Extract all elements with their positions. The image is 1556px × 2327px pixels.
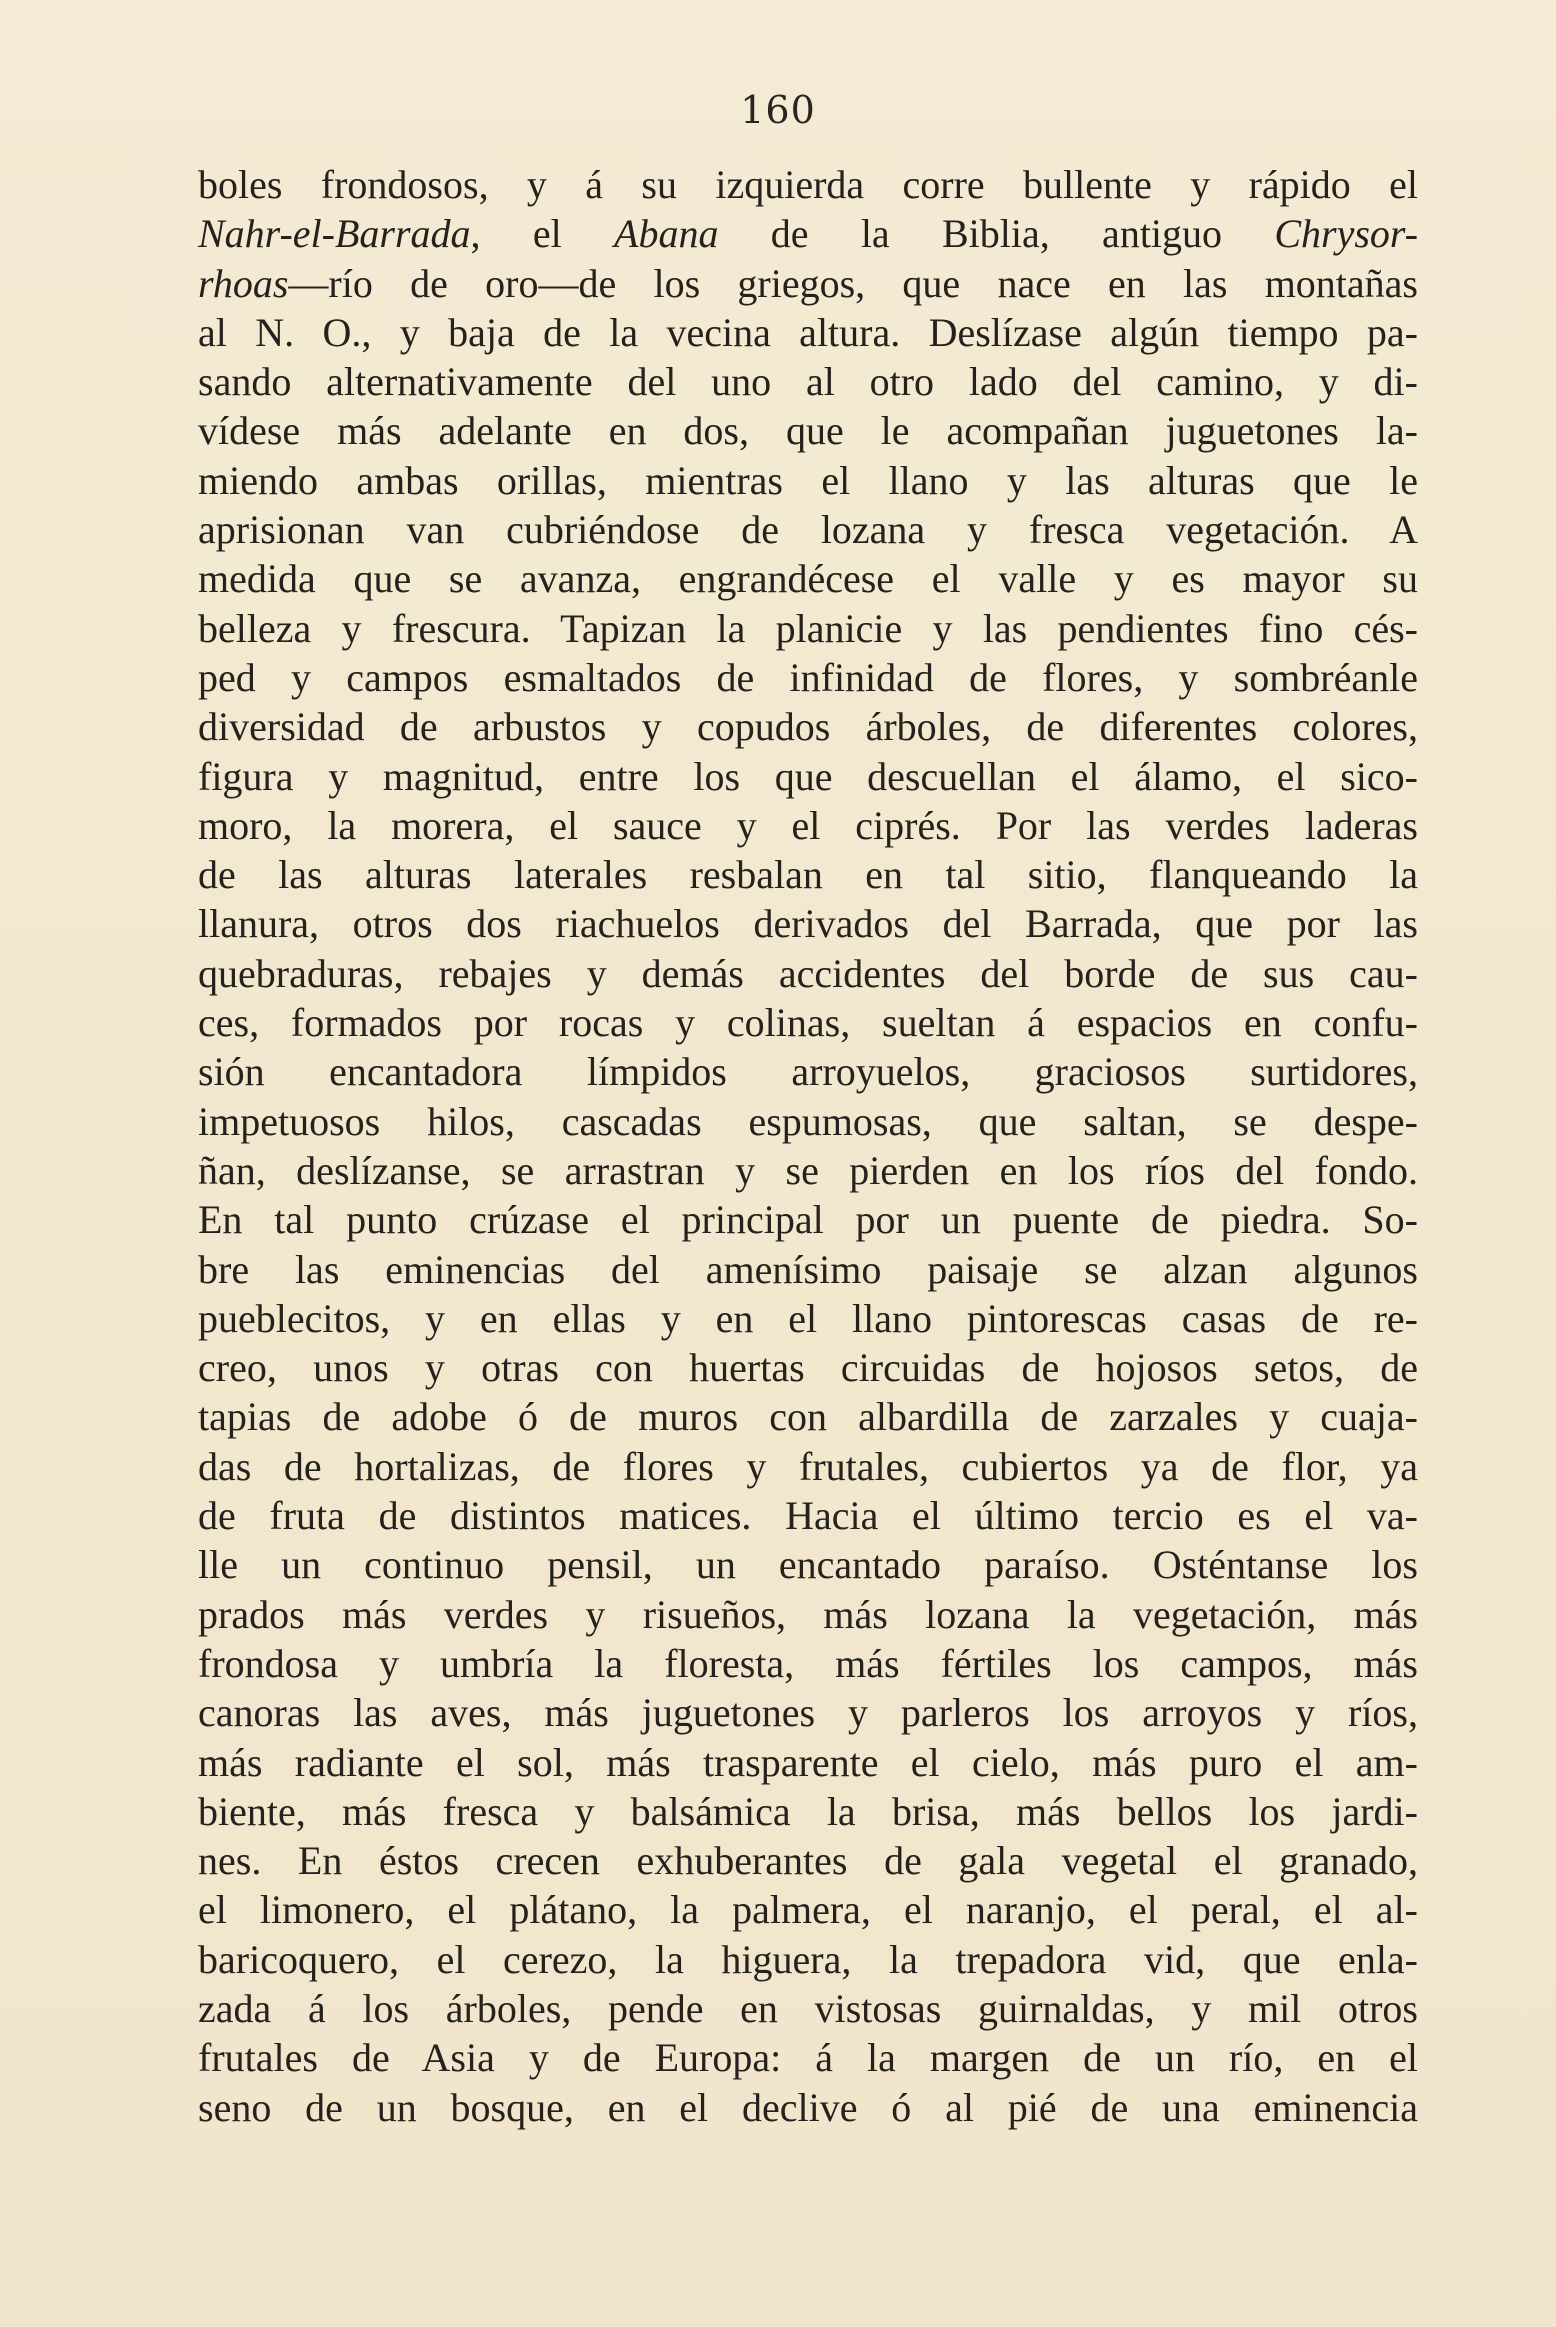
text-line-28: de fruta de distintos matices. Hacia el último tercio es el va- xyxy=(198,1493,1418,1539)
text-line-23: bre las eminencias del amenísimo paisaje se alzan algunos xyxy=(198,1246,1418,1292)
text-line-2 xyxy=(198,209,1418,258)
text-fragment: de la Biblia, antiguo xyxy=(718,211,1275,257)
text-line-10: belleza y frescura. Tapizan la planicie y las pendientes fino cés- xyxy=(198,605,1418,651)
text-line-22: En tal punto crúzase el principal por un puente de piedra. So- xyxy=(198,1197,1418,1243)
text-line-21: ñan, deslízanse, se arrastran y se pierden en los ríos del fondo. xyxy=(198,1147,1418,1193)
body-text xyxy=(198,160,1418,2132)
text-line-12: diversidad de arbustos y copudos árboles, de diferentes colores, xyxy=(198,704,1418,750)
text-line-4: al N. O., y baja de la vecina altura. Deslízase algún tiempo pa- xyxy=(198,309,1418,355)
text-line-27: das de hortalizas, de flores y frutales, cubiertos ya de flor, ya xyxy=(198,1443,1418,1489)
text-line-20: impetuosos hilos, cascadas espumosas, que saltan, se despe- xyxy=(198,1098,1418,1144)
text-line-32: canoras las aves, más juguetones y parleros los arroyos y ríos, xyxy=(198,1690,1418,1736)
italic-river-name: Nahr-el-Barrada xyxy=(198,211,471,257)
text-line-8: aprisionan van cubriéndose de lozana y fresca vegetación. A xyxy=(198,507,1418,553)
text-line-36: el limonero, el plátano, la palmera, el naranjo, el peral, el al- xyxy=(198,1887,1418,1933)
text-line-30: prados más verdes y risueños, más lozana la vegetación, más xyxy=(198,1591,1418,1637)
text-line-35: nes. En éstos crecen exhuberantes de gala vegetal el granado, xyxy=(198,1838,1418,1884)
text-line-39: frutales de Asia y de Europa: á la margen de un río, en el xyxy=(198,2035,1418,2081)
text-line-18: ces, formados por rocas y colinas, sueltan á espacios en confu- xyxy=(198,1000,1418,1046)
text-line-33: más radiante el sol, más trasparente el cielo, más puro el am- xyxy=(198,1739,1418,1785)
text-line-5: sando alternativamente del uno al otro lado del camino, y di- xyxy=(198,359,1418,405)
text-line-9: medida que se avanza, engrandécese el valle y es mayor su xyxy=(198,556,1418,602)
text-line-16: llanura, otros dos riachuelos derivados del Barrada, que por las xyxy=(198,901,1418,947)
text-line-38: zada á los árboles, pende en vistosas guirnaldas, y mil otros xyxy=(198,1985,1418,2031)
text-line-31: frondosa y umbría la floresta, más fértiles los campos, más xyxy=(198,1640,1418,1686)
text-line-15: de las alturas laterales resbalan en tal sitio, flanqueando la xyxy=(198,852,1418,898)
text-line-29: lle un continuo pensil, un encantado paraíso. Osténtanse los xyxy=(198,1542,1418,1588)
text-line-24: pueblecitos, y en ellas y en el llano pintorescas casas de re- xyxy=(198,1295,1418,1341)
text-line-26: tapias de adobe ó de muros con albardilla de zarzales y cuaja- xyxy=(198,1394,1418,1440)
text-line-19: sión encantadora límpidos arroyuelos, graciosos surtidores, xyxy=(198,1049,1418,1095)
text-line-6: vídese más adelante en dos, que le acompañan juguetones la- xyxy=(198,408,1418,454)
text-line-37: baricoquero, el cerezo, la higuera, la trepadora vid, que enla- xyxy=(198,1936,1418,1982)
text-line-3 xyxy=(198,259,1418,308)
text-line-14: moro, la morera, el sauce y el ciprés. Por las verdes laderas xyxy=(198,802,1418,848)
italic-greek-name: Chrysor- xyxy=(1274,211,1419,257)
text-fragment: —río de oro—de los griegos, que nace en las montañas xyxy=(288,260,1418,306)
text-line-1: boles frondosos, y á su izquierda corre bullente y rápido el xyxy=(198,162,1418,207)
page-number: 160 xyxy=(740,88,816,132)
text-line-13: figura y magnitud, entre los que descuellan el álamo, el sico- xyxy=(198,753,1418,799)
italic-greek-name-cont: rhoas xyxy=(198,260,289,306)
text-line-17: quebraduras, rebajes y demás accidentes del borde de sus cau- xyxy=(198,950,1418,996)
text-line-11: ped y campos esmaltados de infinidad de flores, y sombréanle xyxy=(198,654,1418,700)
italic-biblical-name: Abana xyxy=(614,211,719,257)
text-line-40: seno de un bosque, en el declive ó al pié de una eminencia xyxy=(198,2084,1418,2130)
text-line-7: miendo ambas orillas, mientras el llano y las alturas que le xyxy=(198,457,1418,503)
text-line-34: biente, más fresca y balsámica la brisa, más bellos los jardi- xyxy=(198,1788,1418,1834)
text-fragment: , el xyxy=(470,211,615,257)
text-line-25: creo, unos y otras con huertas circuidas de hojosos setos, de xyxy=(198,1345,1418,1391)
